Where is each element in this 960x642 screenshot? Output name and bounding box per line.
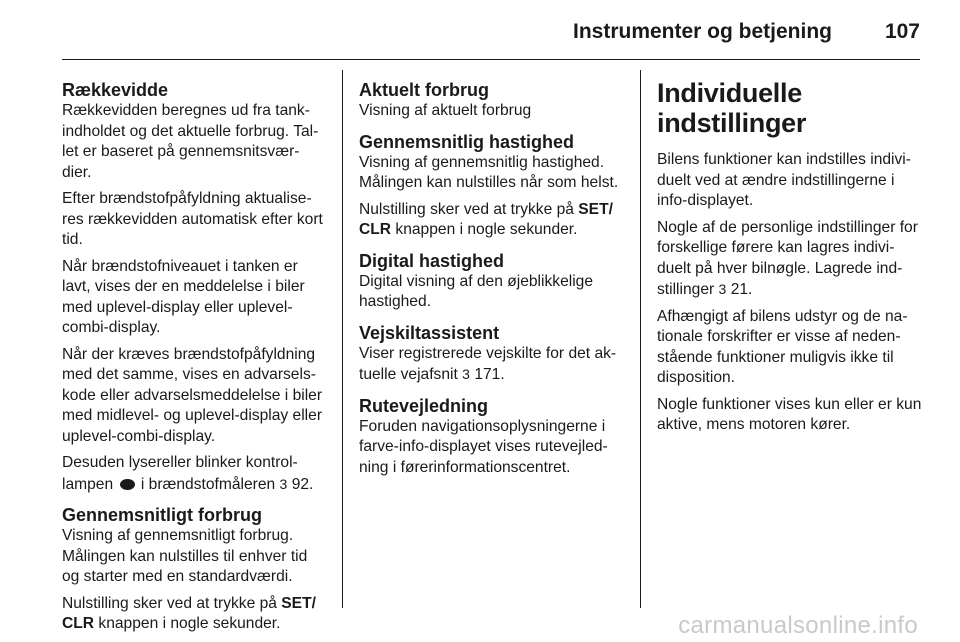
settings-paragraph-3: Afhængigt af bilens udstyr og de na- tionale forskrifter er visse af neden- stående funktioner muligvis ikke til disposition. xyxy=(657,307,908,386)
watermark: carmanualsonline.info xyxy=(678,612,918,639)
page-reference-icon: 3 xyxy=(462,366,470,382)
route-paragraph-1: Foruden navigationsoplysningerne i farve-info-displayet vises rutevejled- ning i førerinformationscentret. xyxy=(359,417,608,476)
range-paragraph-5-text-a: Desuden lysereller blinker kontrol- lampen xyxy=(62,454,298,493)
heading-digital-speed: Digital hastighed xyxy=(359,250,505,271)
digital-paragraph-1: Digital visning af den øjeblikkelige hastighed. xyxy=(359,272,594,310)
header-title: Instrumenter og betjening xyxy=(572,20,832,43)
column-3 xyxy=(657,74,923,442)
header-divider xyxy=(62,59,920,60)
settings-paragraph-2-ref: 21. xyxy=(730,281,753,298)
sign-paragraph-1 xyxy=(359,344,625,386)
heading-current-consumption: Aktuelt forbrug xyxy=(359,80,489,100)
avg-paragraph-1: Visning af gennemsnitligt forbrug. Målingen kan nulstilles til enhver tid og starter med en standardværdi. xyxy=(62,527,308,585)
range-paragraph-1: Rækkevidden beregnes ud fra tank- indholdet og det aktuelle forbrug. Tal- let er baseret på gennemsnitsvær- dier. xyxy=(62,102,319,181)
fuel-warning-lamp-icon xyxy=(120,479,135,490)
range-paragraph-4: Når der kræves brændstofpåfyldning med det samme, vises en advarsels- kode eller advarselsmeddelelse i biler med midlevel- og uplevel-display eller uplevel-combi-display. xyxy=(62,345,323,445)
range-paragraph-5 xyxy=(62,453,328,495)
heading-average-consumption: Gennemsnitligt forbrug xyxy=(62,505,262,525)
settings-paragraph-1: Bilens funktioner kan indstilles indivi- duelt ved at ændre indstillingerne i info-displayet. xyxy=(657,151,911,209)
page-reference-icon: 3 xyxy=(718,281,727,297)
range-paragraph-2: Efter brændstofpåfyldning aktualise- res rækkevidden automatisk efter kort tid. xyxy=(62,190,323,248)
page-header xyxy=(0,0,960,60)
heading-individual-settings: Individuelle indstillinger xyxy=(657,78,807,138)
avg-paragraph-2-text-a: Nulstilling sker ved at trykke på xyxy=(62,594,277,612)
heading-route-guidance: Rutevejledning xyxy=(359,395,489,416)
range-paragraph-5-text-b: i brændstofmåleren xyxy=(140,475,276,493)
column-divider-1 xyxy=(342,70,343,608)
column-2 xyxy=(359,74,625,484)
range-paragraph-3: Når brændstofniveauet i tanken er lavt, vises der en meddelelse i biler med uplevel-display eller uplevel- combi-display. xyxy=(62,257,305,336)
heading-average-speed: Gennemsnitlig hastighed xyxy=(359,131,575,152)
current-paragraph-1: Visning af aktuelt forbrug xyxy=(359,102,532,119)
page-reference-icon: 3 xyxy=(279,475,288,492)
settings-paragraph-4: Nogle funktioner vises kun eller er kun aktive, mens motoren kører. xyxy=(657,395,922,433)
avgspeed-paragraph-2-text-a: Nulstilling sker ved at trykke på xyxy=(359,200,574,218)
avg-paragraph-2-text-b: knappen i nogle sekunder. xyxy=(98,615,281,632)
range-paragraph-5-ref: 92. xyxy=(291,475,314,493)
heading-sign-assistant: Vejskiltassistent xyxy=(359,322,500,343)
settings-paragraph-2-text: Nogle af de personlige indstillinger for forskellige førere kan lagres indivi- duelt på hver bilnøgle. Lagrede ind- stillinger xyxy=(657,218,918,298)
avg-paragraph-2 xyxy=(62,594,328,635)
avgspeed-paragraph-2 xyxy=(359,200,625,241)
page-number: 107 xyxy=(884,20,920,43)
heading-range: Rækkevidde xyxy=(62,80,169,100)
sign-paragraph-1-text: Viser registrerede vejskilte for det ak- tuelle vejafsnit xyxy=(359,344,617,383)
column-divider-2 xyxy=(640,70,641,608)
set-clr-button-label: SET/ CLR xyxy=(62,594,316,632)
avgspeed-paragraph-2-text-b: knappen i nogle sekunder. xyxy=(395,221,578,238)
column-1 xyxy=(62,74,328,641)
avgspeed-paragraph-1: Visning af gennemsnitlig hastighed. Målingen kan nulstilles når som helst. xyxy=(359,153,619,191)
settings-paragraph-2 xyxy=(657,218,923,301)
set-clr-button-label: SET/ CLR xyxy=(359,200,613,238)
sign-paragraph-1-ref: 171. xyxy=(474,366,505,383)
